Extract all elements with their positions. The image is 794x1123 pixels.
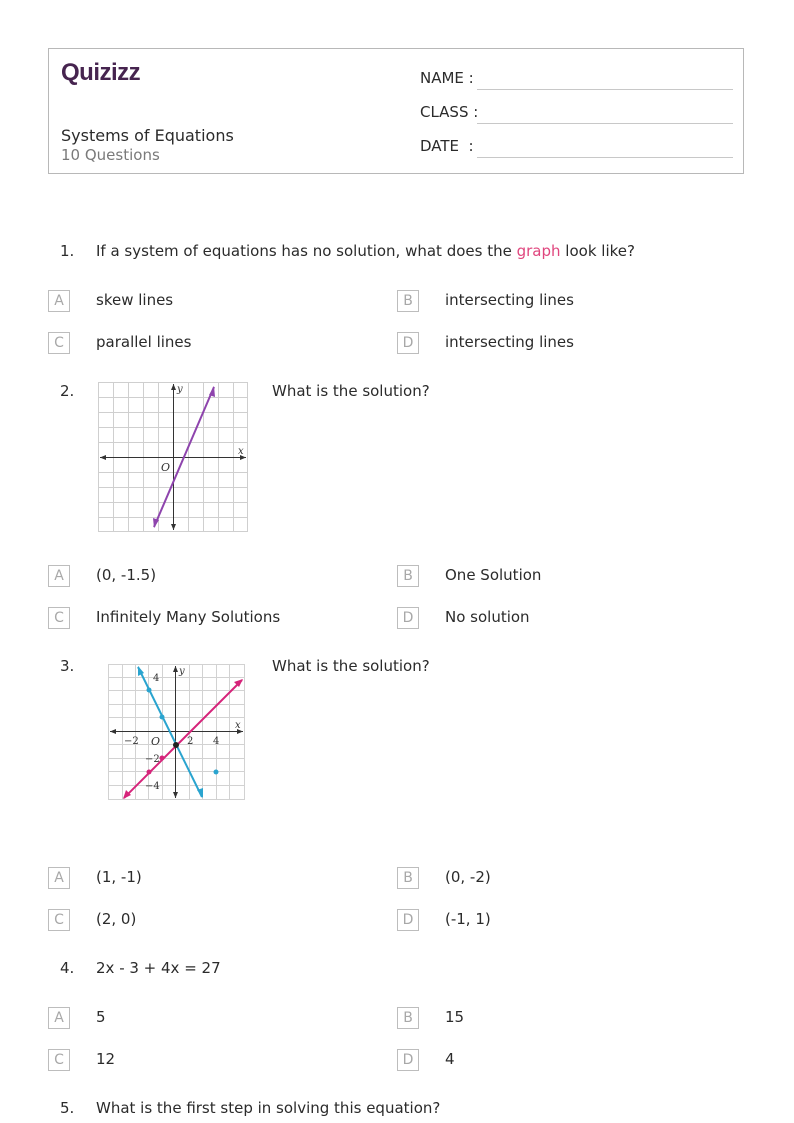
option-c-text: parallel lines	[96, 333, 192, 351]
name-label: NAME :	[420, 69, 474, 87]
option-d-text: 4	[445, 1050, 455, 1068]
option-d-box[interactable]: D	[397, 1049, 419, 1071]
y-axis-arrow-icon	[171, 524, 176, 530]
x-axis-arrow-icon	[110, 729, 116, 734]
option-b-text: One Solution	[445, 566, 542, 584]
highlighted-word: graph	[516, 242, 561, 260]
point-marker	[160, 715, 165, 720]
y-axis-arrow-icon	[173, 666, 178, 672]
y-axis-arrow-icon	[171, 384, 176, 390]
question-number: 4.	[60, 959, 75, 977]
y-tick-label: −4	[145, 781, 160, 792]
x-axis-arrow-icon	[100, 455, 106, 460]
x-axis-label: x	[238, 446, 244, 457]
option-c-text: 12	[96, 1050, 116, 1068]
option-b-box[interactable]: B	[397, 867, 419, 889]
question-text	[96, 242, 635, 260]
option-b-text: 15	[445, 1008, 465, 1026]
worksheet-title: Systems of Equations	[61, 126, 234, 145]
option-c-box[interactable]: C	[48, 909, 70, 931]
worksheet-header	[48, 48, 744, 174]
option-a-box[interactable]: A	[48, 565, 70, 587]
question-number: 5.	[60, 1099, 75, 1117]
option-c-box[interactable]: C	[48, 607, 70, 629]
x-tick-label: 4	[213, 736, 220, 747]
question-text-part: If a system of equations has no solution, what does the	[96, 242, 517, 260]
option-a-text: 5	[96, 1008, 106, 1026]
y-tick-label: −2	[145, 754, 160, 765]
question-number: 2.	[60, 382, 75, 400]
option-b-text: intersecting lines	[445, 291, 574, 309]
x-tick-label: 2	[187, 736, 194, 747]
class-label: CLASS :	[420, 103, 479, 121]
origin-label: O	[151, 735, 161, 748]
question-text: What is the solution?	[272, 382, 430, 400]
option-a-text: skew lines	[96, 291, 174, 309]
question-text: 2x - 3 + 4x = 27	[96, 959, 221, 977]
graph-q3	[108, 664, 245, 800]
option-b-box[interactable]: B	[397, 565, 419, 587]
option-a-box[interactable]: A	[48, 290, 70, 312]
option-b-box[interactable]: B	[397, 1007, 419, 1029]
point-marker	[160, 756, 165, 761]
date-field[interactable]	[477, 157, 733, 158]
option-d-text: (-1, 1)	[445, 910, 491, 928]
y-axis-label: y	[179, 666, 185, 677]
name-field[interactable]	[477, 89, 733, 90]
intersection-point	[173, 742, 179, 748]
date-label: DATE :	[420, 137, 474, 155]
class-field[interactable]	[477, 123, 733, 124]
option-b-text: (0, -2)	[445, 868, 491, 886]
option-d-box[interactable]: D	[397, 909, 419, 931]
x-tick-label: −2	[124, 736, 139, 747]
option-a-box[interactable]: A	[48, 1007, 70, 1029]
option-a-text: (0, -1.5)	[96, 566, 157, 584]
option-b-box[interactable]: B	[397, 290, 419, 312]
line-arrow-icon	[138, 666, 144, 676]
point-marker	[214, 770, 219, 775]
question-text-part: look like?	[560, 242, 635, 260]
option-c-text: (2, 0)	[96, 910, 137, 928]
quizizz-logo: Quizizz	[61, 59, 141, 86]
question-number: 3.	[60, 657, 75, 675]
option-d-box[interactable]: D	[397, 607, 419, 629]
option-a-text: (1, -1)	[96, 868, 142, 886]
option-a-box[interactable]: A	[48, 867, 70, 889]
y-tick-label: 4	[153, 673, 160, 684]
option-c-box[interactable]: C	[48, 1049, 70, 1071]
graph-line-pink	[124, 680, 242, 798]
option-c-box[interactable]: C	[48, 332, 70, 354]
point-marker	[147, 770, 152, 775]
y-axis-label: y	[177, 384, 183, 395]
origin-label: O	[161, 461, 171, 474]
question-number: 1.	[60, 242, 75, 260]
option-d-box[interactable]: D	[397, 332, 419, 354]
y-axis-arrow-icon	[173, 792, 178, 798]
question-text: What is the solution?	[272, 657, 430, 675]
graph-q2	[98, 382, 248, 532]
question-text: What is the first step in solving this equation?	[96, 1099, 441, 1117]
option-c-text: Infinitely Many Solutions	[96, 608, 281, 626]
question-count: 10 Questions	[61, 146, 160, 164]
point-marker	[147, 688, 152, 693]
x-axis-label: x	[235, 720, 241, 731]
option-d-text: intersecting lines	[445, 333, 574, 351]
option-d-text: No solution	[445, 608, 530, 626]
